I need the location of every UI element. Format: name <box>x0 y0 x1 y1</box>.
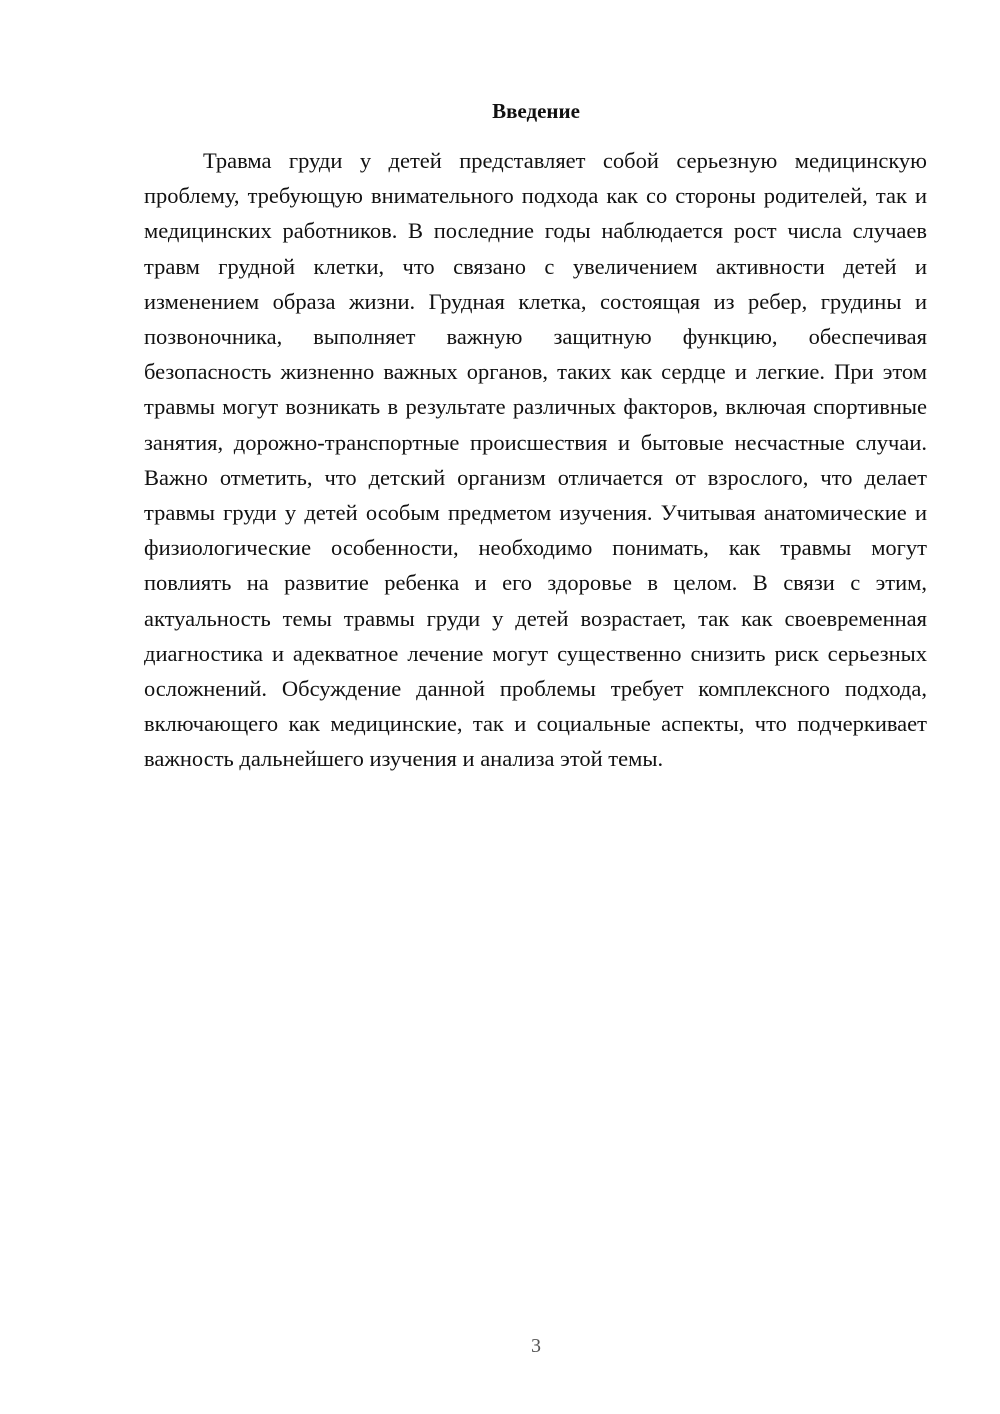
section-heading: Введение <box>492 99 580 123</box>
page-number: 3 <box>531 1335 541 1357</box>
body-paragraph: Травма груди у детей представляет собой серьезную медицинскую проблему, требующую внимательного подхода как со стороны родителей, так и медицинских работников. В последние годы наблюдается рост числа случаев травм грудной клетки, что связано с увеличением активности детей и изменением образа жизни. Грудная клетка, состоящая из ребер, грудины и позвоночника, выполняет важную защитную функцию, обеспечивая безопасность жизненно важных органов, таких как сердце и легкие. При этом травмы могут возникать в результате различных факторов, включая спортивные занятия, дорожно-транспортные происшествия и бытовые несчастные случаи. Важно отметить, что детский организм отличается от взрослого, что делает травмы груди у детей особым предметом изучения. Учитывая анатомические и физиологические особенности, необходимо понимать, как травмы могут повлиять на развитие ребенка и его здоровье в целом. В связи с этим, актуальность темы травмы груди у детей возрастает, так как своевременная диагностика и адекватное лечение могут существенно снизить риск серьезных осложнений. Обсуждение данной проблемы требует комплексного подхода, включающего как медицинские, так и социальные аспекты, что подчеркивает важность дальнейшего изучения и анализа этой темы. <box>144 148 927 772</box>
